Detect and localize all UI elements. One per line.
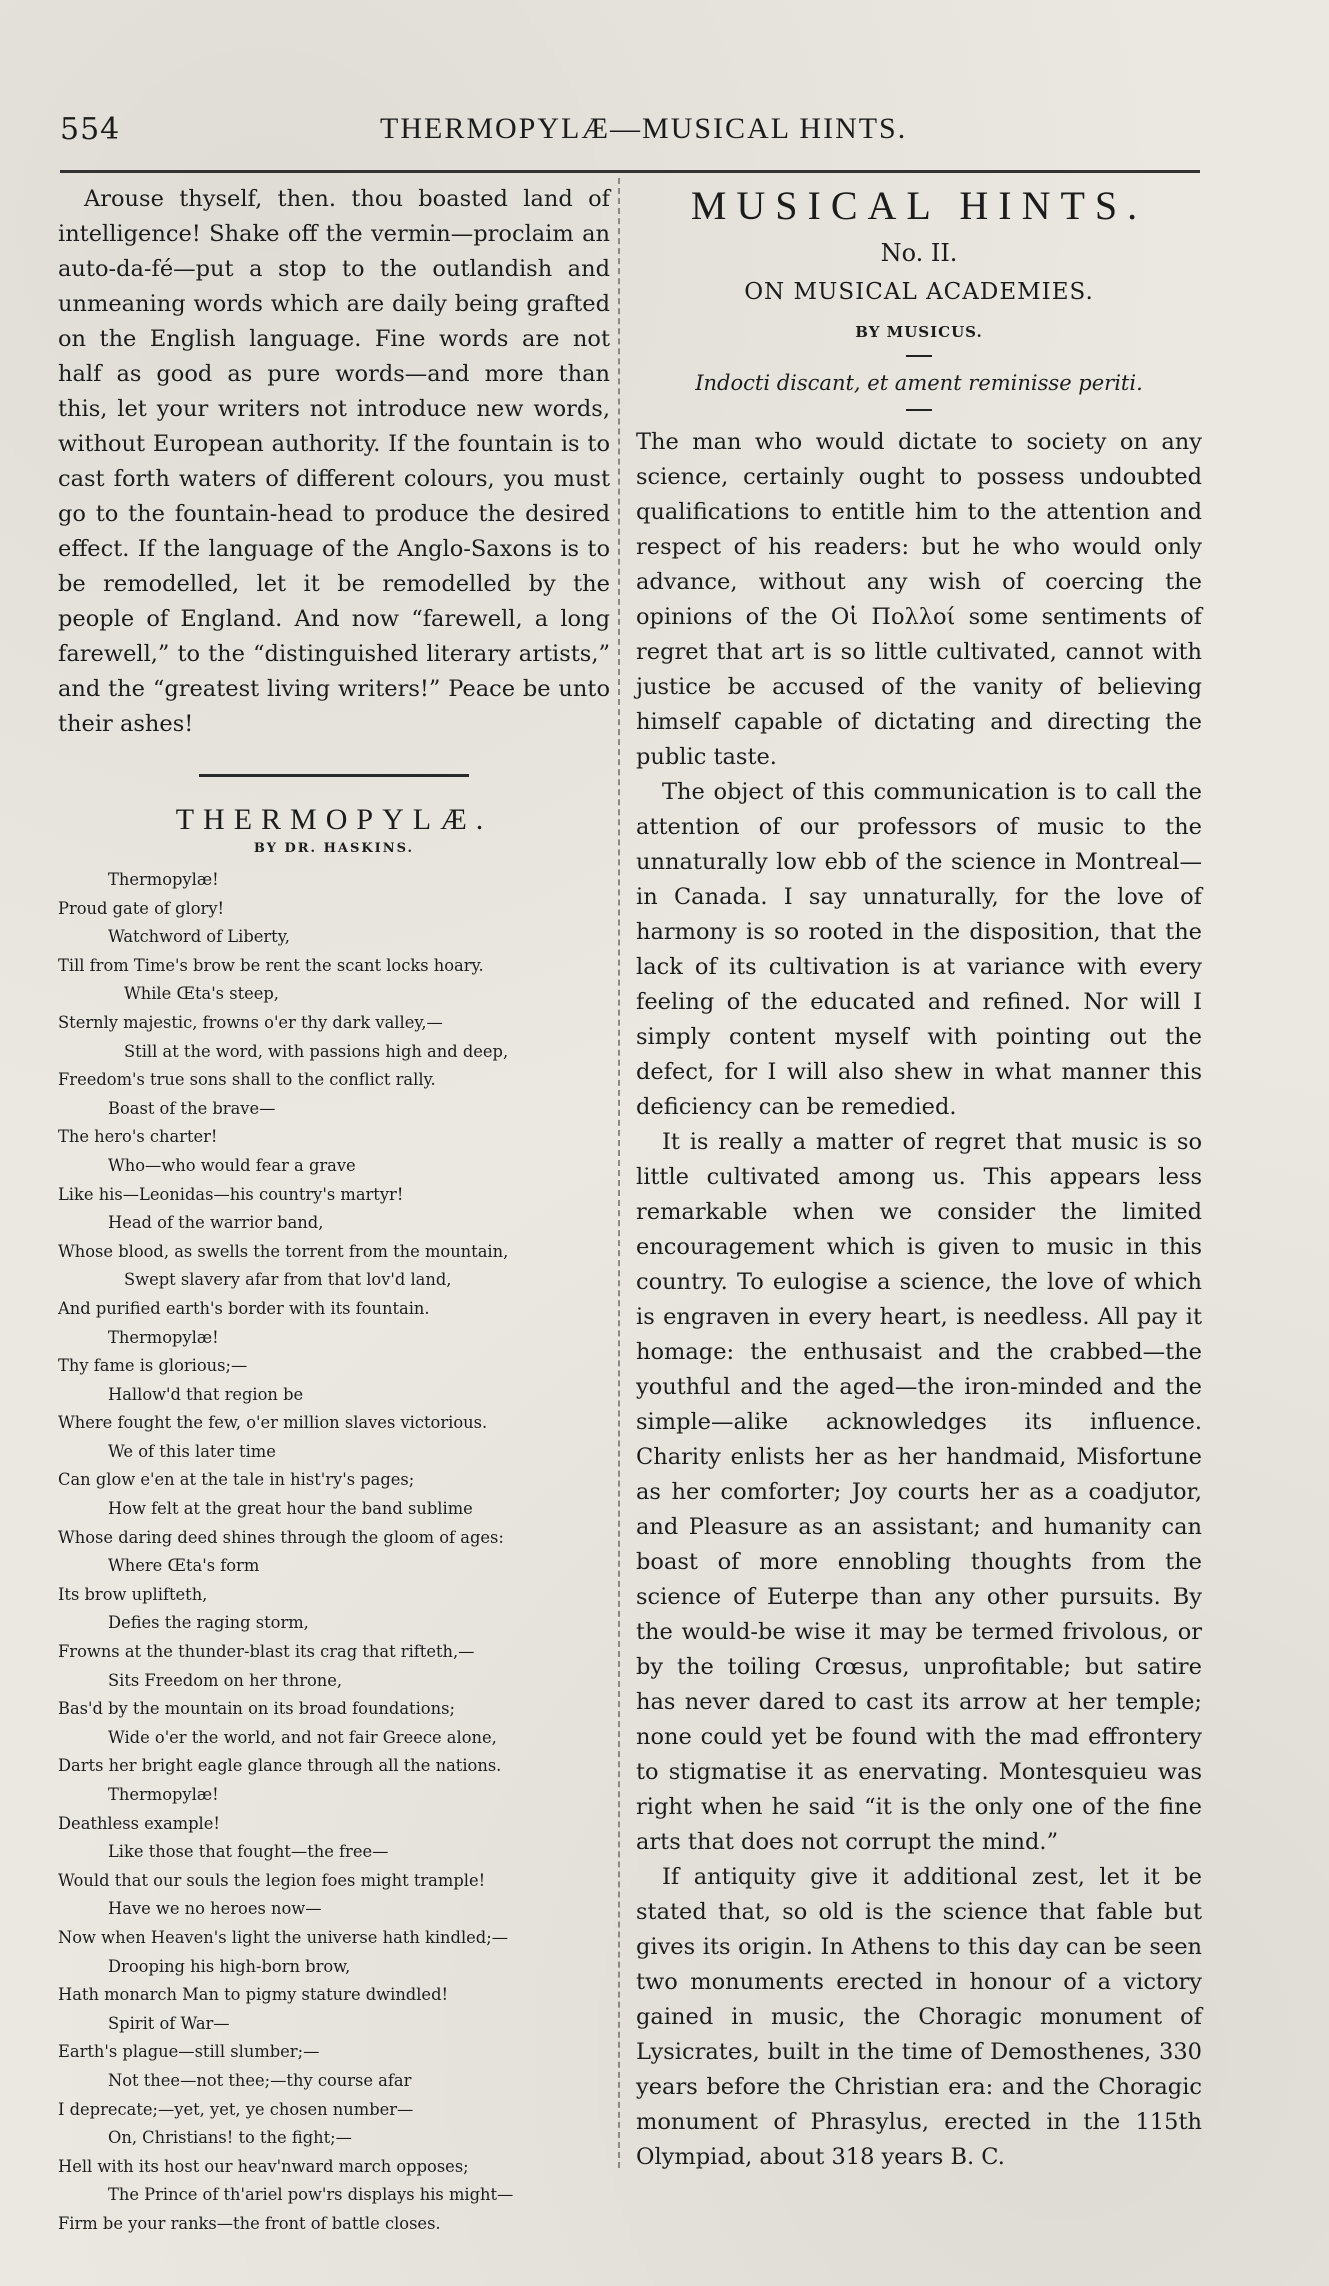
paragraph: Arouse thyself, then. thou boasted land of intelligence! Shake off the vermin—proclaim an auto-da-fé—put a stop to the outlandish and unmeaning words which are daily being grafted on the English language. Fine words are not half as good as pure words—and more than this, let your writers not introduce new words, without European authority. If the fountain is to cast forth waters of different colours, you must go to the fountain-head to produce the desired effect. If the language of the Anglo-Saxons is to be remodelled, let it be remodelled by the people of England. And now “farewell, a long farewell,” to the “distinguished literary artists,” and the “greatest living writers!” Peace be unto their ashes!: [58, 186, 610, 737]
poem-line: Thy fame is glorious;—: [58, 1356, 248, 1376]
poem-line: Boast of the brave—: [108, 1098, 276, 1118]
paragraph: It is really a matter of regret that music is so little cultivated among us. This appears less remarkable when we consider the limited encouragement which is given to music in this country. To eulogise a science, the love of which is engraven in every heart, is needless. All pay it homage: the enthusaist and the crabbed—the youthful and the aged—the iron-minded and the simple—alike acknowledges its influence. Charity enlists her as her handmaid, Misfortune as her comforter; Joy courts her as a coadjutor, and Pleasure as an assistant; and humanity can boast of more ennobling thoughts from the science of Euterpe than any other pursuits. By the would-be wise it may be termed frivolous, or by the toiling Crœsus, unprofitable; but satire has never dared to cast its arrow at her temple; none could yet be found with the mad effrontery to stigmatise it as enervating. Montesquieu was right when he said “it is the only one of the fine arts that does not corrupt the mind.”: [636, 1129, 1202, 1855]
poem-line: Thermopylæ!: [108, 1327, 219, 1347]
poem-line: Where fought the few, o'er million slaves victorious.: [58, 1413, 488, 1433]
paragraph: The object of this communication is to call the attention of our professors of music to the unnaturally low ebb of the science in Montreal—in Canada. I say unnaturally, for the love of harmony is so rooted in the disposition, that the lack of its cultivation is at variance with every feeling of the educated and refined. Nor will I simply content myself with pointing out the defect, for I will also shew in what manner this deficiency can be remedied.: [636, 779, 1202, 1120]
poem-line: The hero's charter!: [58, 1127, 218, 1147]
article-title: MUSICAL HINTS.: [690, 183, 1148, 228]
header-rule: [60, 170, 1200, 173]
poem-line: Have we no heroes now—: [108, 1899, 322, 1919]
left-column: [58, 182, 610, 2239]
poem: [58, 803, 610, 2239]
page-number: 554: [60, 112, 121, 147]
poem-line: We of this later time: [108, 1441, 276, 1461]
poem-line: Who—who would fear a grave: [108, 1155, 356, 1175]
poem-line: Whose blood, as swells the torrent from the mountain,: [58, 1241, 509, 1261]
poem-line: Watchword of Liberty,: [108, 927, 290, 947]
short-rule: [906, 409, 932, 411]
poem-line: Like his—Leonidas—his country's martyr!: [58, 1184, 404, 1204]
poem-line: Thermopylæ!: [108, 1785, 219, 1804]
poem-line: Not thee—not thee;—thy course afar: [108, 2070, 412, 2090]
poem-line: Whose daring deed shines through the gloom of ages:: [58, 1527, 504, 1547]
poem-line: Head of the warrior band,: [108, 1213, 324, 1233]
running-head: THERMOPYLÆ—MUSICAL HINTS.: [380, 112, 908, 145]
poem-line: On, Christians! to the fight;—: [108, 2128, 352, 2148]
poem-line: Sternly majestic, frowns o'er thy dark valley,—: [58, 1012, 443, 1032]
page-header: [60, 112, 1190, 152]
poem-line: Would that our souls the legion foes might trample!: [58, 1870, 486, 1890]
epigraph: Indocti discant, et ament reminisse periti.: [695, 371, 1143, 395]
poem-line: Deathless example!: [58, 1813, 220, 1833]
poem-author: BY DR. HASKINS.: [253, 841, 415, 856]
poem-line: Swept slavery afar from that lov'd land,: [124, 1270, 452, 1290]
poem-line: While Œta's steep,: [124, 984, 279, 1004]
poem-title: THERMOPYLÆ.: [175, 803, 493, 836]
poem-line: I deprecate;—yet, yet, ye chosen number—: [58, 2099, 414, 2119]
poem-line: How felt at the great hour the band sublime: [108, 1499, 473, 1519]
paragraph: If antiquity give it additional zest, let it be stated that, so old is the science that fable but gives its origin. In Athens to this day can be seen two monuments erected in honour of a victory gained in music, the Choragic monument of Lysicrates, built in the time of Demosthenes, 330 years before the Christian era: and the Choragic monument of Phrasylus, erected in the 115th Olympiad, about 318 years B. C.: [636, 1864, 1202, 2170]
right-column: [636, 182, 1202, 2175]
poem-line: Like those that fought—the free—: [108, 1842, 389, 1862]
poem-line: Wide o'er the world, and not fair Greece alone,: [108, 1727, 497, 1747]
poem-line: Hell with its host our heav'nward march opposes;: [58, 2156, 469, 2176]
article-subtitle: ON MUSICAL ACADEMIES.: [744, 279, 1094, 305]
poem-line: Earth's plague—still slumber;—: [58, 2042, 320, 2062]
poem-line: Bas'd by the mountain on its broad foundations;: [58, 1699, 455, 1719]
essay-conclusion: [58, 182, 610, 742]
poem-line: Drooping his high-born brow,: [108, 1956, 351, 1976]
poem-line: And purified earth's border with its fountain.: [58, 1298, 430, 1318]
column-divider: [618, 178, 620, 2168]
poem-line: Can glow e'en at the tale in hist'ry's pages;: [58, 1470, 415, 1490]
poem-line: Till from Time's brow be rent the scant locks hoary.: [58, 955, 484, 975]
poem-line: Proud gate of glory!: [58, 898, 225, 918]
poem-line: Darts her bright eagle glance through all the nations.: [58, 1756, 502, 1776]
poem-lines: [58, 866, 610, 2239]
article-byline: BY MUSICUS.: [855, 323, 983, 341]
poem-line: Sits Freedom on her throne,: [108, 1670, 343, 1690]
poem-line: Now when Heaven's light the universe hath kindled;—: [58, 1927, 508, 1947]
article-number: No. II.: [880, 239, 958, 267]
section-rule: [199, 774, 469, 777]
poem-line: Defies the raging storm,: [108, 1613, 309, 1633]
paragraph: The man who would dictate to society on any science, certainly ought to possess undoubted qualifications to entitle him to the attention and respect of his readers: but he who would only advance, without any wish of coercing the opinions of the Οἱ Πολλοί some sentiments of regret that art is so little cultivated, cannot with justice be accused of the vanity of believing himself capable of dictating and directing the public taste.: [636, 429, 1202, 770]
poem-line: Frowns at the thunder-blast its crag that rifteth,—: [58, 1642, 475, 1662]
poem-line: Its brow uplifteth,: [58, 1584, 208, 1604]
poem-line: Hallow'd that region be: [108, 1384, 304, 1404]
poem-line: Where Œta's form: [108, 1556, 260, 1576]
poem-line: The Prince of th'ariel pow'rs displays his might—: [108, 2185, 514, 2205]
short-rule: [906, 355, 932, 357]
poem-line: Still at the word, with passions high and deep,: [124, 1041, 509, 1061]
poem-line: Thermopylæ!: [108, 870, 219, 889]
poem-line: Firm be your ranks—the front of battle closes.: [58, 2213, 441, 2233]
article-body: [636, 425, 1202, 2175]
poem-line: Spirit of War—: [108, 2013, 230, 2033]
poem-line: Hath monarch Man to pigmy stature dwindled!: [58, 1985, 449, 2005]
poem-line: Freedom's true sons shall to the conflict rally.: [58, 1070, 436, 1090]
